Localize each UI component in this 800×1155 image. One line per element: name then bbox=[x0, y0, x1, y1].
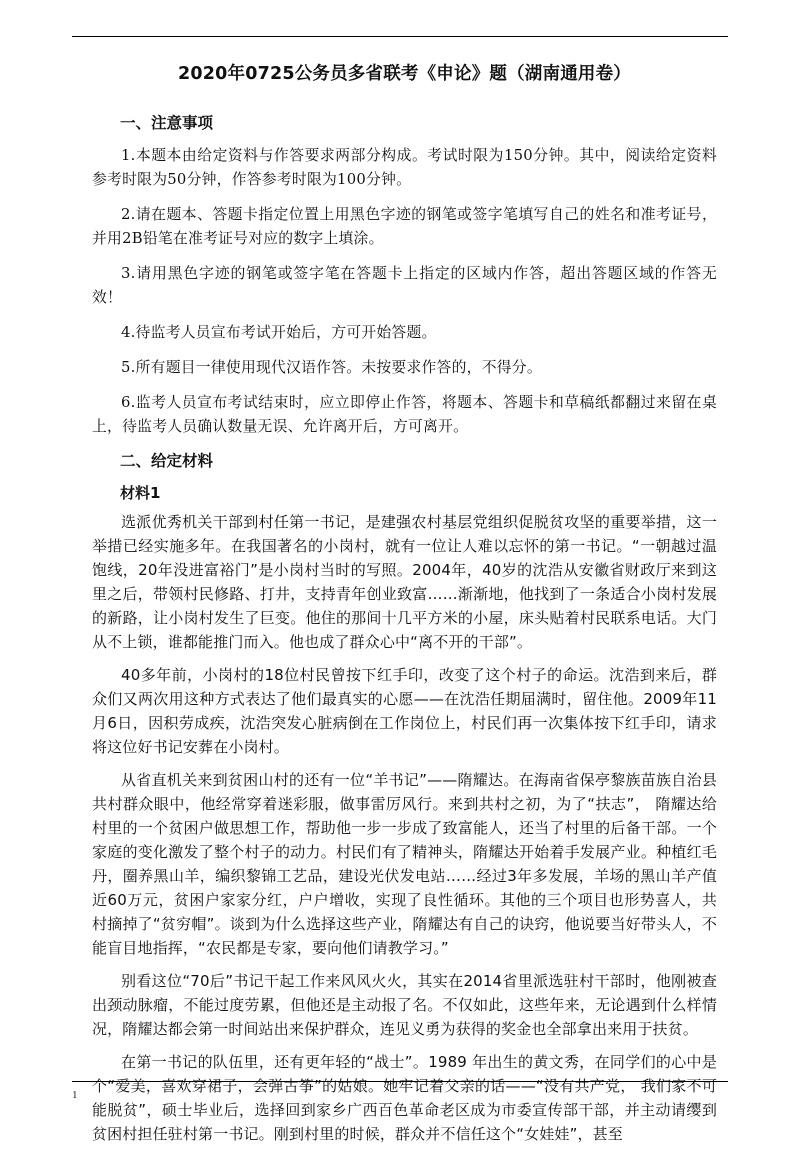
material-paragraph: 在第一书记的队伍里，还有更年轻的“战士”。1989 年出生的黄文秀，在同学们的心中是个“爱美，喜欢穿裙子，会弹古筝”的姑娘。她牢记着父亲的话——“没有共产党， 我们家不可能脱贫”，硕士毕业后，选择回到家乡广西百色革命老区成为市委宣传部干部，并主动请缨到贫困村担任驻村第一书记。刚到村里的时候，群众并不信任这个“女娃娃”，甚至 bbox=[92, 1053, 717, 1143]
notice-heading: 一、注意事项 bbox=[120, 114, 214, 132]
notice-item: 5.所有题目一律使用现代汉语作答。未按要求作答的，不得分。 bbox=[121, 359, 542, 376]
notice-item: 1.本题本由给定资料与作答要求两部分构成。考试时限为150分钟。其中，阅读给定资料参考时限为50分钟，作答参考时限为100分钟。 bbox=[92, 147, 717, 188]
notice-item: 3.请用黑色字迹的钢笔或签字笔在答题卡上指定的区域内作答，超出答题区域的作答无效！ bbox=[92, 265, 717, 306]
material-1-label: 材料1 bbox=[120, 484, 161, 502]
document-title: 2020年0725公务员多省联考《申论》题（湖南通用卷） bbox=[177, 64, 631, 84]
notice-item: 2.请在题本、答题卡指定位置上用黑色字迹的钢笔或签字笔填写自己的姓名和准考证号，并用2B铅笔在准考证号对应的数字上填涂。 bbox=[92, 206, 717, 247]
notice-item: 6.监考人员宣布考试结束时，应立即停止作答，将题本、答题卡和草稿纸都翻过来留在桌上，待监考人员确认数量无误、允许离开后，方可离开。 bbox=[92, 394, 717, 435]
notice-item: 4.待监考人员宣布考试开始后，方可开始答题。 bbox=[121, 324, 437, 341]
material-paragraph: 别看这位“70后”书记干起工作来风风火火，其实在2014省里派选驻村干部时，他刚被查出颈动脉瘤，不能过度劳累，但他还是主动报了名。不仅如此，这些年来，无论遇到什么样情况，隋耀达都会第一时间站出来保护群众，连见义勇为获得的奖金也全部拿出来用于扶贫。 bbox=[92, 972, 717, 1038]
material-paragraph: 40多年前，小岗村的18位村民曾按下红手印，改变了这个村子的命运。沈浩到来后，群众们又两次用这种方式表达了他们最真实的心愿——在沈浩任期届满时，留住他。2009年11月6日，因积劳成疾，沈浩突发心脏病倒在工作岗位上，村民们再一次集体按下红手印，请求将这位好书记安葬在小岗村。 bbox=[92, 666, 717, 756]
page-content bbox=[92, 62, 717, 1155]
header-rule bbox=[72, 36, 728, 37]
material-paragraph: 选派优秀机关干部到村任第一书记，是建强农村基层党组织促脱贫攻坚的重要举措，这一举措已经实施多年。在我国著名的小岗村，就有一位让人难以忘怀的第一书记。“一朝越过温饱线，20年没进富裕门”是小岗村当时的写照。2004年，40岁的沈浩从安徽省财政厅来到这里之后，带领村民修路、打井，支持青年创业致富……渐渐地，他找到了一条适合小岗村发展的新路，让小岗村发生了巨变。他住的那间十几平方米的小屋，床头贴着村民联系电话。大门从不上锁，谁都能推门而入。他也成了群众心中“离不开的干部”。 bbox=[92, 513, 717, 651]
page-number: 1 bbox=[72, 1089, 78, 1101]
footer-rule bbox=[72, 1081, 728, 1082]
material-paragraph: 从省直机关来到贫困山村的还有一位“羊书记”——隋耀达。在海南省保亭黎族苗族自治县共村群众眼中，他经常穿着迷彩服，做事雷厉风行。来到共村之初，为了“扶志”， 隋耀达给村里的一个贫困户做思想工作，帮助他一步一步成了致富能人，还当了村里的后备干部。一个家庭的变化激发了整个村子的动力。村民们有了精神头，隋耀达开始着手发展产业。种植红毛丹，圈养黑山羊，编织黎锦工艺品，建设光伏发电站……经过3年多发展，羊场的黑山羊产值近60万元，贫困户家家分红，户户增收，实现了良性循环。其他的三个项目也形势喜人，共村摘掉了“贫穷帽”。谈到为什么选择这些产业，隋耀达有自己的诀窍，他说要当好带头人，不能盲目地指挥，“农民都是专家，要向他们请教学习。” bbox=[92, 771, 717, 957]
materials-heading: 二、给定材料 bbox=[120, 452, 214, 470]
